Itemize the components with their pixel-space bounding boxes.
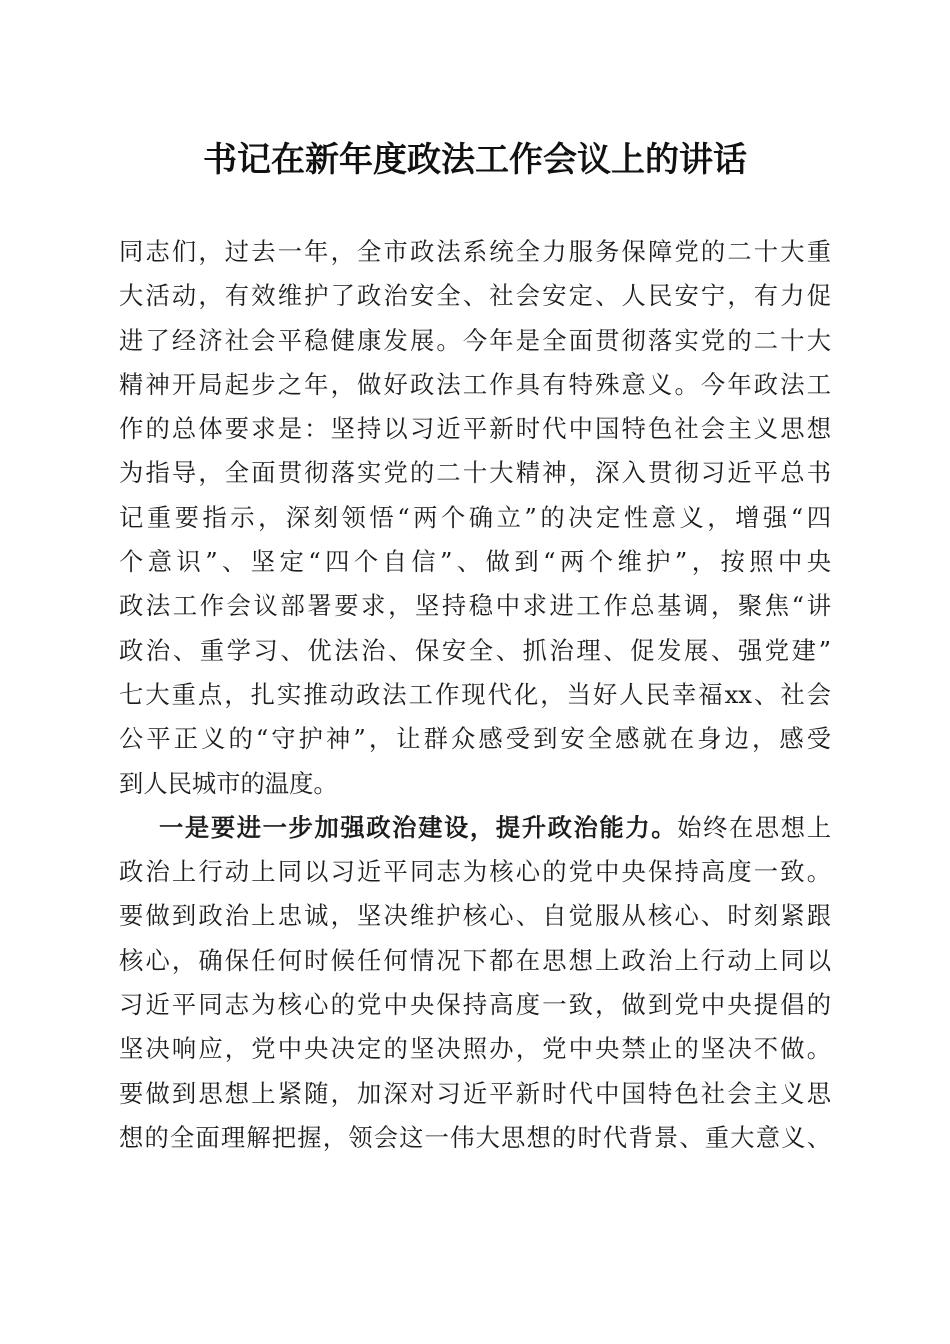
text-line: 到人民城市的温度。 <box>119 768 338 798</box>
document-title: 书记在新年度政法工作会议上的讲话 <box>203 140 747 180</box>
text-line: 要做到政治上忠诚，坚决维护核心、自觉服从核心、时刻紧跟 <box>119 901 831 931</box>
text-line: 作的总体要求是：坚持以习近平新时代中国特色社会主义思想 <box>119 414 831 444</box>
text-line: 同志们，过去一年，全市政法系统全力服务保障党的二十大重 <box>119 237 831 266</box>
section-heading-continuation: 始终在思想上 <box>677 812 832 842</box>
paragraph-section-one <box>119 806 831 1160</box>
text-line: 要做到思想上紧随，加深对习近平新时代中国特色社会主义思 <box>119 1078 831 1108</box>
text-line: 大活动，有效维护了政治安全、社会安定、人民安宁，有力促 <box>119 281 831 311</box>
section-heading: 一是要进一步加强政治建设，提升政治能力。 <box>159 812 678 842</box>
text-line: 政治、重学习、优法治、保安全、抓治理、促发展、强党建” <box>119 635 831 665</box>
text-line: 想的全面理解把握，领会这一伟大思想的时代背景、重大意义、 <box>119 1122 831 1152</box>
text-line: 七大重点，扎实推动政法工作现代化，当好人民幸福xx、社会 <box>119 679 831 709</box>
text-line: 政法工作会议部署要求，坚持稳中求进工作总基调，聚焦“讲 <box>119 591 831 621</box>
text-line: 核心，确保任何时候任何情况下都在思想上政治上行动上同以 <box>119 945 831 975</box>
text-line: 习近平同志为核心的党中央保持高度一致，做到党中央提倡的 <box>119 990 831 1020</box>
text-line: 进了经济社会平稳健康发展。今年是全面贯彻落实党的二十大 <box>119 325 831 355</box>
text-line: 精神开局起步之年，做好政法工作具有特殊意义。今年政法工 <box>119 369 831 399</box>
text-line: 坚决响应，党中央决定的坚决照办，党中央禁止的坚决不做。 <box>119 1034 831 1064</box>
paragraph-opening <box>119 230 831 806</box>
text-line: 政治上行动上同以习近平同志为核心的党中央保持高度一致。 <box>119 857 831 887</box>
text-line: 为指导，全面贯彻落实党的二十大精神，深入贯彻习近平总书 <box>119 458 831 488</box>
text-line: 个意识”、坚定“四个自信”、做到“两个维护”，按照中央 <box>119 547 831 577</box>
text-line: 公平正义的“守护神”，让群众感受到安全感就在身边，感受 <box>119 724 831 754</box>
text-line-first <box>119 806 831 850</box>
text-line: 记重要指示，深刻领悟“两个确立”的决定性意义，增强“四 <box>119 502 831 532</box>
document-body <box>119 230 831 1160</box>
